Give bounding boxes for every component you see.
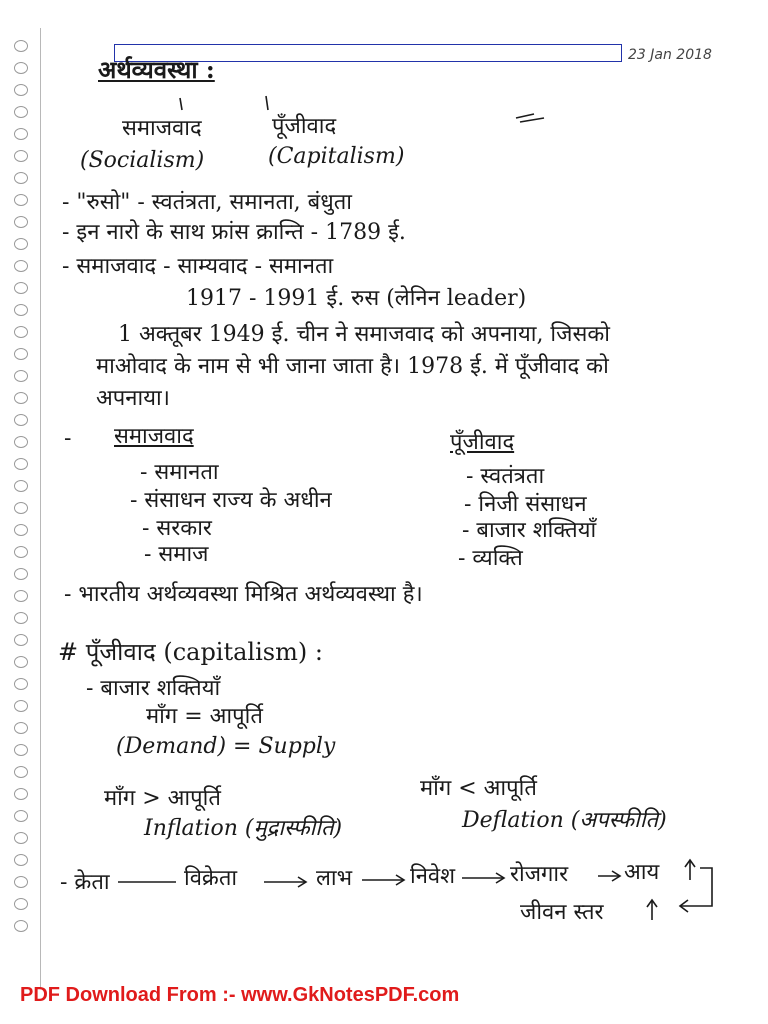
compare-left-item: - संसाधन राज्य के अधीन [130,488,332,513]
socialism-english: (Socialism) [80,148,205,173]
demand-supply-hindi: माँग = आपूर्ति [146,704,263,729]
flow-buyer: - क्रेता [60,870,110,895]
deflation-label: Deflation (अपस्फीति) [462,808,667,833]
compare-socialism-heading: समाजवाद [114,424,194,449]
note-line-china-1: 1 अक्तूबर 1949 ई. चीन ने समाजवाद को अपनाया, जिसको [118,322,610,347]
flow-profit: लाभ [316,866,353,891]
page-date: 23 Jan 2018 [628,47,712,63]
market-forces: - बाजार शक्तियाँ [86,676,221,701]
arrow-loop-back [680,868,712,906]
capitalism-section-heading: # पूँजीवाद (capitalism) : [58,638,323,666]
capitalism-english: (Capitalism) [268,144,405,169]
compare-right-item: - निजी संसाधन [464,492,587,517]
compare-left-item: - समाज [144,542,209,567]
note-line-socialism-chain: - समाजवाद - साम्यवाद - समानता [62,254,334,279]
flow-seller: विक्रेता [184,866,238,891]
note-line-rousseau: - "रुसो" - स्वतंत्रता, समानता, बंधुता [62,190,353,215]
capitalism-hindi: पूँजीवाद [272,114,337,139]
flow-investment: निवेश [410,864,456,889]
compare-capitalism-heading: पूँजीवाद [450,430,515,455]
indian-economy-note: - भारतीय अर्थव्यवस्था मिश्रित अर्थव्यवस्था है। [64,582,423,607]
compare-right-item: - बाजार शक्तियाँ [462,518,597,543]
demand-less-supply: माँग < आपूर्ति [420,776,537,801]
note-line-china-3: अपनाया। [96,386,171,411]
note-line-china-2: माओवाद के नाम से भी जाना जाता है। 1978 ई. में पूँजीवाद को [96,354,609,379]
flow-employment: रोजगार [510,862,569,887]
tick-mark [180,98,182,110]
page-title: अर्थव्यवस्था : [98,55,215,84]
note-line-french-revolution: - इन नारो के साथ फ्रांस क्रान्ति - 1789 ई. [62,220,406,245]
compare-left-item: - सरकार [142,516,212,541]
demand-supply-english: (Demand) = Supply [116,734,336,759]
note-line-russia: 1917 - 1991 ई. रुस (लेनिन leader) [186,286,527,311]
bullet-dash: - [64,426,72,451]
flow-living-standard: जीवन स्तर [520,900,604,925]
footer-download-link[interactable]: PDF Download From :- www.GkNotesPDF.com [20,984,460,1006]
demand-greater-supply: माँग > आपूर्ति [104,786,221,811]
socialism-hindi: समाजवाद [122,116,202,141]
compare-left-item: - समानता [140,460,219,485]
compare-right-item: - व्यक्ति [458,546,523,571]
compare-right-item: - स्वतंत्रता [466,464,545,489]
inflation-label: Inflation (मुद्रास्फीति) [144,816,343,841]
flow-income: आय [624,860,660,885]
scribble-mark [516,114,534,118]
